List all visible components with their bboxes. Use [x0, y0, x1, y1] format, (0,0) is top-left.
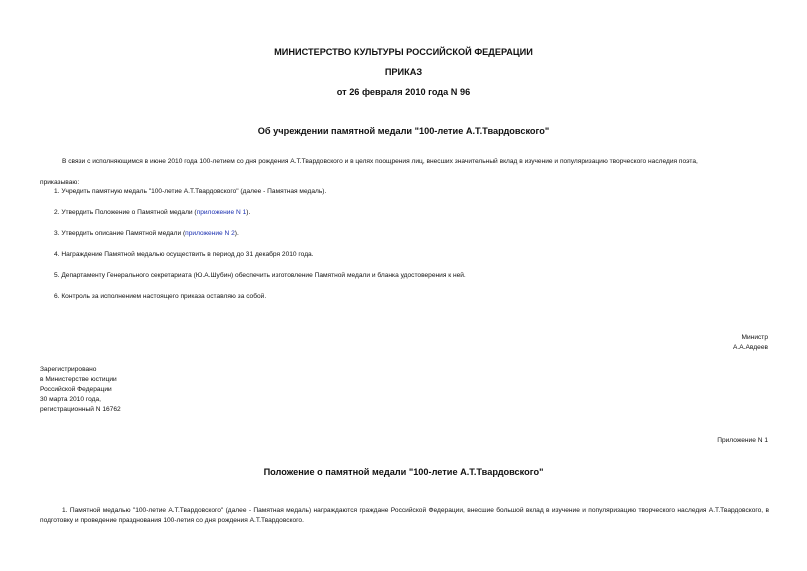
- registration-line-1: Зарегистрировано: [40, 366, 97, 373]
- appendix-1-link[interactable]: приложение N 1: [196, 209, 247, 216]
- order-item-6: 6. Контроль за исполнением настоящего приказа оставляю за собой.: [54, 293, 267, 300]
- order-item-2-text: 2. Утвердить Положение о Памятной медали (: [54, 209, 197, 216]
- order-item-3: [54, 230, 239, 238]
- registration-line-5: регистрационный N 16762: [40, 406, 121, 413]
- appendix-paragraph-1: 1. Памятной медалью "100-летие А.Т.Твардовского" (далее - Памятная медаль) награждаются граждане Российской Федерации, внесшие большой вклад в изучение и популяризацию творческого наследия А.Т.Твардовского, в подготовку и проведение празднования 100-летия со дня рождения А.Т.Твардовского.: [40, 507, 769, 524]
- order-item-4: 4. Награждение Памятной медалью осуществить в период до 31 декабря 2010 года.: [54, 251, 314, 258]
- registration-line-4: 30 марта 2010 года,: [40, 396, 101, 403]
- appendix-2-link[interactable]: приложение N 2: [185, 230, 235, 237]
- registration-line-3: Российской Федерации: [40, 386, 112, 393]
- date-line: от 26 февраля 2010 года N 96: [336, 87, 471, 97]
- page-title: Об учреждении памятной медали "100-летие А.Т.Твардовского": [257, 126, 550, 136]
- registration-line-2: в Министерстве юстиции: [40, 376, 117, 383]
- signature-name: А.А.Авдеев: [733, 344, 768, 351]
- order-item-3-end: ).: [234, 230, 239, 237]
- appendix-label: Приложение N 1: [717, 437, 768, 444]
- order-word: приказываю:: [40, 179, 80, 186]
- appendix-title: Положение о памятной медали "100-летие А.Т.Твардовского": [263, 467, 544, 477]
- doc-type-heading: ПРИКАЗ: [384, 67, 423, 77]
- order-item-5: 5. Департаменту Генерального секретариата (Ю.А.Шубин) обеспечить изготовление Памятной медали и бланка удостоверения к ней.: [54, 272, 466, 279]
- order-item-2: [54, 209, 250, 217]
- ministry-heading: МИНИСТЕРСТВО КУЛЬТУРЫ РОССИЙСКОЙ ФЕДЕРАЦИИ: [274, 47, 533, 57]
- order-item-1: 1. Учредить памятную медаль "100-летие А.Т.Твардовского" (далее - Памятная медаль).: [54, 188, 327, 195]
- signature-position: Министр: [741, 334, 768, 341]
- order-item-2-end: ).: [246, 209, 251, 216]
- preamble-text: В связи с исполняющимся в июне 2010 года 100-летием со дня рождения А.Т.Твардовского и в целях поощрения лиц, внесших значительный вклад в изучение и популяризацию творческого наследия поэта,: [62, 158, 698, 165]
- order-item-3-text: 3. Утвердить описание Памятной медали (: [54, 230, 186, 237]
